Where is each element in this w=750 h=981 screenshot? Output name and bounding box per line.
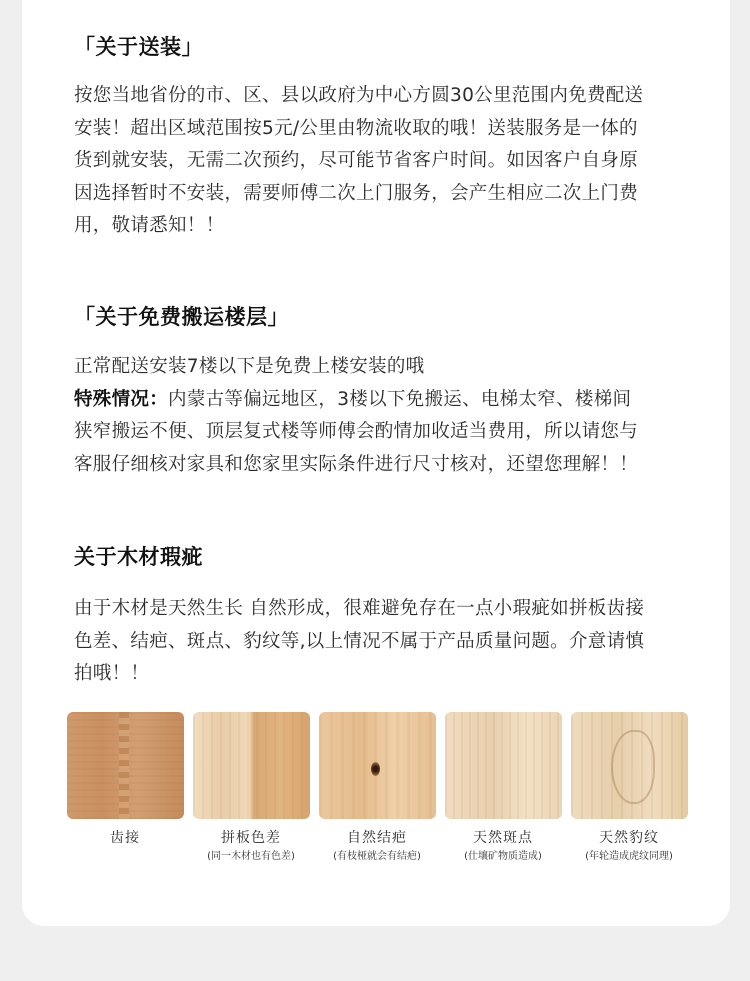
carrying-line: 狭窄搬运不便、顶层复式楼等师傅会酌情加收适当费用，所以请您与: [74, 421, 639, 442]
knot-image: [319, 712, 436, 819]
delivery-line: 按您当地省份的市、区、县以政府为中心方圆30公里范围内免费配送: [74, 85, 644, 106]
wood-samples-row: [66, 712, 688, 863]
sample-note: (年轮造成虎纹同理): [585, 851, 673, 862]
knot-mark: [371, 762, 380, 776]
sample-color-difference: [192, 712, 310, 863]
sample-note: (有枝桠就会有结疤): [333, 851, 421, 862]
sample-label: 齿接: [110, 830, 140, 846]
color-difference-image: [193, 712, 310, 819]
sample-label: 自然结疤: [347, 830, 407, 846]
carrying-heading: 「关于免费搬运楼层」: [74, 305, 289, 329]
wood-defects-line: 色差、结疤、斑点、豹纹等,以上情况不属于产品质量问题。介意请慎: [74, 630, 645, 652]
delivery-line: 货到就安装，无需二次预约，尽可能节省客户时间。如因客户自身原: [74, 150, 639, 171]
delivery-heading: 「关于送装」: [74, 35, 203, 59]
delivery-line: 因选择暂时不安装，需要师傅二次上门服务，会产生相应二次上门费: [74, 182, 639, 204]
sample-label: 天然豹纹: [599, 830, 659, 846]
special-case-label: 特殊情况：: [74, 388, 169, 410]
delivery-section: [74, 32, 704, 243]
delivery-text: [74, 80, 704, 243]
carrying-line: 内蒙古等偏远地区，3楼以下免搬运、电梯太窄、楼梯间: [168, 388, 632, 410]
sample-leopard-grain: [570, 712, 688, 863]
sample-note: (仕壤矿物质造成): [464, 851, 542, 862]
carrying-section: [74, 302, 704, 481]
wood-defects-line: 拍哦！！: [74, 663, 150, 684]
sample-note: (同一木材也有色差): [207, 851, 295, 862]
sample-knot: [318, 712, 436, 863]
spots-image: [445, 712, 562, 819]
sample-spots: [444, 712, 562, 863]
finger-joint-image: [67, 712, 184, 819]
sample-finger-joint: [66, 712, 184, 863]
wood-defects-heading: 关于木材瑕疵: [74, 545, 203, 569]
wood-defects-text: [74, 593, 704, 691]
carrying-text: [74, 351, 704, 481]
grain-figure: [611, 730, 655, 804]
joint-line: [119, 712, 129, 819]
wood-defects-section: [74, 542, 704, 691]
sample-label: 拼板色差: [221, 830, 281, 846]
carrying-line: 客服仔细核对家具和您家里实际条件进行尺寸核对，还望您理解！！: [74, 453, 639, 475]
delivery-line: 安装！超出区域范围按5元/公里由物流收取的哦！送装服务是一体的: [74, 117, 638, 139]
delivery-line: 用，敬请悉知！！: [74, 215, 225, 236]
carrying-line: 正常配送安装7楼以下是免费上楼安装的哦: [74, 356, 425, 377]
wood-defects-line: 由于木材是天然生长 自然形成，很难避免存在一点小瑕疵如拼板齿接: [74, 598, 645, 619]
sample-label: 天然斑点: [473, 830, 533, 846]
leopard-grain-image: [571, 712, 688, 819]
